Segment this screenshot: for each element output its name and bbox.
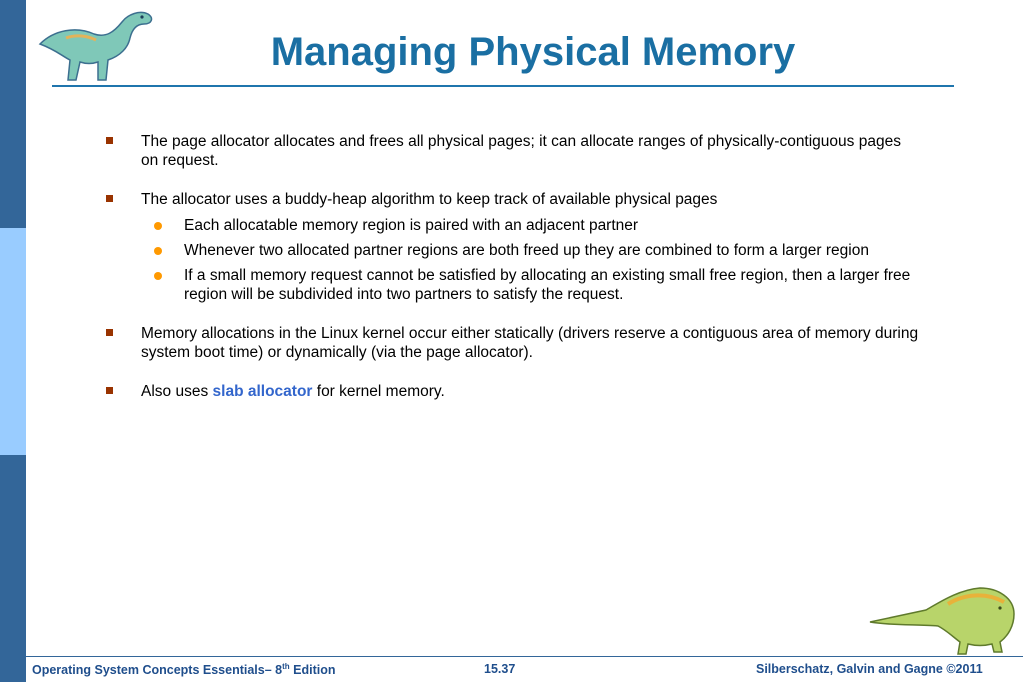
square-bullet-icon bbox=[106, 137, 113, 144]
title-divider bbox=[52, 85, 954, 87]
footer-divider bbox=[26, 656, 1023, 657]
round-bullet-icon bbox=[154, 222, 162, 230]
round-bullet-icon bbox=[154, 272, 162, 280]
square-bullet-icon bbox=[106, 195, 113, 202]
sidebar-middle-segment bbox=[0, 228, 26, 455]
dinosaur-icon bbox=[36, 4, 158, 84]
page-number: 15.37 bbox=[484, 662, 516, 676]
footer-course-text: Operating System Concepts Essentials– 8 bbox=[32, 663, 283, 678]
footer-edition-text: Edition bbox=[289, 663, 336, 678]
page-title: Managing Physical Memory bbox=[270, 30, 796, 74]
bullet-text: The page allocator allocates and frees all physical pages; it can allocate ranges of physically-contiguous pages on request. bbox=[141, 133, 901, 169]
sub-bullet-text: If a small memory request cannot be satisfied by allocating an existing small free region, then a larger free region will be subdivided into two partners to satisfy the request. bbox=[184, 267, 911, 303]
sidebar-bottom-segment bbox=[0, 455, 26, 682]
slab-allocator-term: slab allocator bbox=[212, 383, 313, 400]
sub-bullet-item bbox=[100, 216, 920, 235]
sub-bullet-text: Each allocatable memory region is paired with an adjacent partner bbox=[184, 217, 639, 234]
bullet-item bbox=[100, 324, 920, 362]
square-bullet-icon bbox=[106, 387, 113, 394]
footer-authors: Silberschatz, Galvin and Gagne ©2011 bbox=[756, 662, 983, 676]
sub-bullet-text: Whenever two allocated partner regions are both freed up they are combined to form a larger region bbox=[184, 242, 869, 259]
dinosaur-icon bbox=[868, 584, 1018, 656]
square-bullet-icon bbox=[106, 329, 113, 336]
bullet-text-prefix: Also uses bbox=[141, 383, 213, 400]
sub-bullet-list bbox=[141, 216, 920, 304]
bullet-text: Memory allocations in the Linux kernel occur either statically (drivers reserve a contiguous area of memory during system boot time) or dynamically (via the page allocator). bbox=[141, 325, 919, 361]
sidebar-top-segment bbox=[0, 0, 26, 228]
footer-superscript: th bbox=[282, 662, 290, 671]
sub-bullet-item bbox=[100, 266, 920, 304]
bullet-item bbox=[100, 132, 920, 170]
footer-course-title bbox=[32, 662, 335, 677]
sub-bullet-item bbox=[100, 241, 920, 260]
round-bullet-icon bbox=[154, 247, 162, 255]
bullet-text-suffix: for kernel memory. bbox=[312, 383, 445, 400]
slide-content bbox=[100, 132, 920, 421]
bullet-item bbox=[100, 190, 920, 304]
bullet-text: The allocator uses a buddy-heap algorithm to keep track of available physical pages bbox=[141, 191, 718, 208]
bullet-item bbox=[100, 382, 920, 401]
